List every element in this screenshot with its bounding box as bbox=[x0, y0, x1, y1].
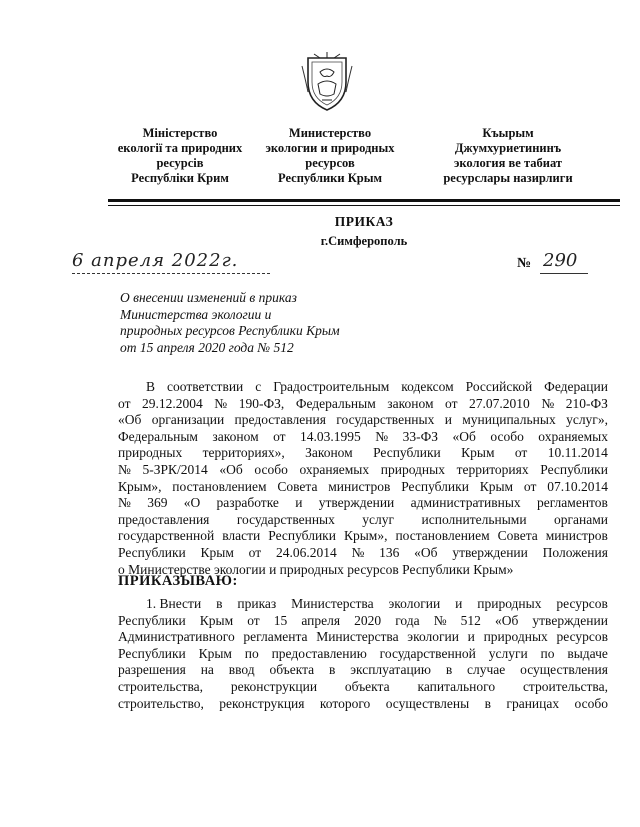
word: территориях bbox=[456, 461, 529, 477]
word: Республики bbox=[401, 478, 469, 494]
header-ua-line: ресурсів bbox=[156, 156, 204, 170]
text-line bbox=[118, 679, 608, 696]
subject-line: природных ресурсов Республики Крым bbox=[120, 323, 340, 338]
word: 33-ФЗ bbox=[402, 428, 439, 444]
word: регламентов bbox=[536, 495, 608, 511]
word: природных bbox=[483, 629, 548, 645]
word: «Об bbox=[414, 544, 438, 560]
word: 136 bbox=[379, 544, 400, 560]
word: постановлением bbox=[395, 528, 490, 544]
word: охраняемых bbox=[538, 428, 608, 444]
header-ua-line: Міністерство bbox=[142, 126, 218, 140]
word: услуг», bbox=[566, 412, 608, 428]
word: Положения bbox=[542, 544, 608, 560]
number-underline bbox=[540, 273, 588, 274]
word: реконструкции bbox=[230, 678, 318, 694]
text-line bbox=[118, 545, 608, 562]
word: соответствии bbox=[167, 379, 244, 394]
word: о Министерстве экологии и природных ресурсов Республики Крым» bbox=[118, 561, 514, 577]
header-russian bbox=[250, 126, 410, 186]
word: государственных bbox=[236, 511, 335, 527]
word: В bbox=[146, 379, 156, 394]
word: министров bbox=[545, 528, 608, 544]
word: в bbox=[329, 662, 336, 678]
word: государственной bbox=[118, 528, 215, 544]
preamble-paragraph bbox=[118, 379, 608, 578]
word: Крым», bbox=[343, 528, 388, 544]
word: осуществления bbox=[520, 662, 608, 678]
word: с bbox=[255, 379, 262, 394]
word: Совета bbox=[497, 528, 538, 544]
coat-of-arms-icon bbox=[300, 52, 354, 114]
word: утверждении bbox=[318, 495, 395, 511]
text-line bbox=[118, 528, 608, 545]
word: министров bbox=[328, 478, 391, 494]
header-ukrainian bbox=[100, 126, 260, 186]
word: на bbox=[200, 662, 214, 678]
header-ct-line: экология ве табиат bbox=[453, 156, 563, 170]
word: природных bbox=[118, 445, 183, 461]
word: административных bbox=[410, 495, 521, 511]
header-ct-line: Джумхуриетининъ bbox=[454, 141, 562, 155]
date-underline bbox=[72, 273, 270, 274]
word: реконструкция bbox=[219, 695, 305, 711]
word: в bbox=[484, 695, 491, 711]
word: от bbox=[118, 395, 131, 411]
word: по bbox=[540, 645, 555, 661]
word: 512 bbox=[460, 612, 481, 628]
subject-line: Министерства экологии и bbox=[120, 306, 272, 322]
text-line bbox=[118, 429, 608, 446]
word: и bbox=[295, 495, 303, 511]
word: от bbox=[273, 428, 286, 444]
word: № bbox=[375, 428, 389, 444]
word: от bbox=[248, 544, 262, 560]
word: 5-ЗРК/2014 bbox=[142, 461, 208, 477]
word: Республики bbox=[118, 544, 186, 560]
word: «Об bbox=[219, 461, 243, 477]
word: экологии bbox=[388, 596, 441, 611]
word: Республики bbox=[540, 461, 608, 477]
word: от bbox=[523, 478, 537, 494]
text-line bbox=[118, 662, 608, 679]
word: кодексом bbox=[401, 379, 454, 394]
word: 190-ФЗ, bbox=[238, 395, 285, 411]
word: ресурсов bbox=[556, 596, 608, 611]
header-crimean-tatar bbox=[418, 126, 598, 186]
word: 15 bbox=[273, 612, 288, 628]
word: 210-ФЗ bbox=[565, 395, 608, 411]
word: «Об bbox=[494, 612, 519, 628]
word: разрешения bbox=[118, 662, 186, 678]
word: 10.11.2014 bbox=[547, 445, 608, 461]
word: Крым bbox=[461, 445, 495, 461]
word: законом bbox=[212, 428, 259, 444]
word: и bbox=[444, 412, 452, 428]
text-line bbox=[118, 462, 608, 479]
word: ресурсов bbox=[556, 629, 608, 645]
word: ввод bbox=[228, 662, 255, 678]
word: законом bbox=[387, 395, 434, 411]
word: разработке bbox=[216, 495, 279, 511]
word: Российской bbox=[465, 379, 533, 394]
word: 2020 bbox=[354, 612, 382, 628]
command-heading: ПРИКАЗЫВАЮ: bbox=[118, 573, 238, 589]
word: в bbox=[445, 662, 453, 678]
word: приказ bbox=[237, 596, 277, 611]
word: № bbox=[118, 461, 131, 477]
word: природных bbox=[477, 596, 542, 611]
word: от bbox=[247, 612, 260, 628]
header-ru-line: ресурсов bbox=[305, 156, 355, 170]
word: года bbox=[395, 612, 420, 628]
text-line bbox=[118, 396, 608, 413]
header-ua-line: Республіки Крим bbox=[131, 171, 229, 185]
word: от bbox=[514, 445, 528, 461]
handwritten-date: 6 апреля 2022г. bbox=[72, 250, 239, 271]
word: капитального bbox=[417, 678, 496, 694]
word: № bbox=[118, 495, 131, 511]
word: Федеральным bbox=[295, 395, 376, 411]
word: государственных bbox=[336, 412, 435, 428]
word: 24.06.2014 bbox=[275, 544, 337, 560]
word: Республики bbox=[268, 528, 336, 544]
word: Крым bbox=[479, 478, 514, 494]
word: Республики bbox=[118, 612, 186, 628]
word: «Об bbox=[118, 412, 142, 428]
word: по bbox=[244, 645, 259, 661]
word: осуществлены bbox=[385, 695, 470, 711]
word: Крым bbox=[200, 544, 234, 560]
word: Министерства bbox=[291, 596, 374, 611]
header-ru-line: экологии и природных bbox=[265, 141, 395, 155]
word: «Об bbox=[452, 428, 476, 444]
word: границах bbox=[506, 695, 560, 711]
document-title: ПРИКАЗ bbox=[334, 214, 394, 229]
word: объекта bbox=[344, 678, 390, 694]
word: предоставления bbox=[234, 412, 326, 428]
word: предоставления bbox=[118, 511, 210, 527]
word: 27.07.2010 bbox=[469, 395, 530, 411]
word: Законом bbox=[305, 445, 353, 461]
word: природных bbox=[380, 461, 445, 477]
text-line bbox=[118, 596, 608, 613]
header-rule-thin bbox=[108, 205, 620, 206]
word: исполнительными bbox=[421, 511, 527, 527]
header-ru-line: Республики Крым bbox=[278, 171, 382, 185]
word: Крым», bbox=[118, 478, 162, 494]
number-label: № bbox=[517, 256, 532, 271]
word: строительства, bbox=[522, 678, 608, 694]
word: Республики bbox=[118, 645, 186, 661]
handwritten-number: 290 bbox=[543, 250, 578, 271]
word: услуги bbox=[488, 645, 528, 661]
word: эксплуатацию bbox=[350, 662, 431, 678]
word: от bbox=[445, 395, 458, 411]
word: № bbox=[214, 395, 228, 411]
word: и bbox=[455, 596, 463, 611]
word: и bbox=[467, 629, 475, 645]
word: № bbox=[433, 612, 447, 628]
word: организации bbox=[151, 412, 225, 428]
document-subject bbox=[120, 290, 350, 356]
text-line bbox=[118, 412, 608, 429]
word: Министерства bbox=[316, 629, 399, 645]
word: строительство, bbox=[118, 695, 204, 711]
word: выдаче bbox=[567, 645, 608, 661]
word: Совета bbox=[277, 478, 318, 494]
word: утверждении bbox=[452, 544, 528, 560]
word: охраняемых bbox=[299, 461, 370, 477]
header-ru-line: Министерство bbox=[288, 126, 372, 140]
text-line bbox=[118, 479, 608, 496]
word: Градостроительным bbox=[273, 379, 390, 394]
word: 29.12.2004 bbox=[142, 395, 203, 411]
word: Крым bbox=[199, 612, 234, 628]
word: № bbox=[351, 544, 365, 560]
word: особо bbox=[490, 428, 524, 444]
word: услуг bbox=[362, 511, 395, 527]
word: № bbox=[541, 395, 555, 411]
word: Крым bbox=[198, 645, 232, 661]
text-line bbox=[118, 646, 608, 663]
word: случае bbox=[467, 662, 506, 678]
word: регламента bbox=[243, 629, 308, 645]
city-label: г.Симферополь bbox=[320, 234, 408, 248]
text-line bbox=[118, 495, 608, 512]
word: предоставлению bbox=[271, 645, 367, 661]
text-line bbox=[118, 629, 608, 646]
text-line bbox=[118, 445, 608, 462]
word: «О bbox=[183, 495, 201, 511]
header-rule-thick bbox=[108, 199, 620, 202]
word: утверждении bbox=[532, 612, 608, 628]
text-line bbox=[118, 379, 608, 396]
header-ct-line: ресурслары назирлиги bbox=[443, 171, 573, 185]
word: которого bbox=[319, 695, 371, 711]
clause-1-paragraph bbox=[118, 596, 608, 712]
subject-line: от 15 апреля 2020 года № 512 bbox=[120, 339, 294, 355]
word: строительства, bbox=[118, 678, 204, 694]
word: особо bbox=[254, 461, 288, 477]
word: Административного bbox=[118, 629, 235, 645]
text-line bbox=[118, 613, 608, 630]
word: государственной bbox=[379, 645, 476, 661]
word: муниципальных bbox=[462, 412, 556, 428]
word: Федеральным bbox=[118, 428, 198, 444]
word: территориях», bbox=[202, 445, 285, 461]
word: органами bbox=[553, 511, 608, 527]
word: в bbox=[216, 596, 223, 611]
word: экологии bbox=[407, 629, 459, 645]
word: 07.10.2014 bbox=[547, 478, 608, 494]
header-ct-line: Къырым bbox=[482, 126, 534, 140]
word: 14.03.1995 bbox=[300, 428, 361, 444]
word: апреля bbox=[301, 612, 341, 628]
header-ua-line: екології та природних bbox=[117, 141, 243, 155]
word: 1. Внести bbox=[146, 596, 202, 611]
word: 369 bbox=[147, 495, 168, 511]
word: власти bbox=[222, 528, 261, 544]
text-line bbox=[118, 512, 608, 529]
word: объекта bbox=[269, 662, 315, 678]
subject-line: О внесении изменений в приказ bbox=[120, 290, 297, 305]
word: особо bbox=[574, 695, 608, 711]
word: постановлением bbox=[172, 478, 267, 494]
text-line bbox=[118, 696, 608, 713]
word: Федерации bbox=[544, 379, 608, 394]
word: Республики bbox=[373, 445, 441, 461]
